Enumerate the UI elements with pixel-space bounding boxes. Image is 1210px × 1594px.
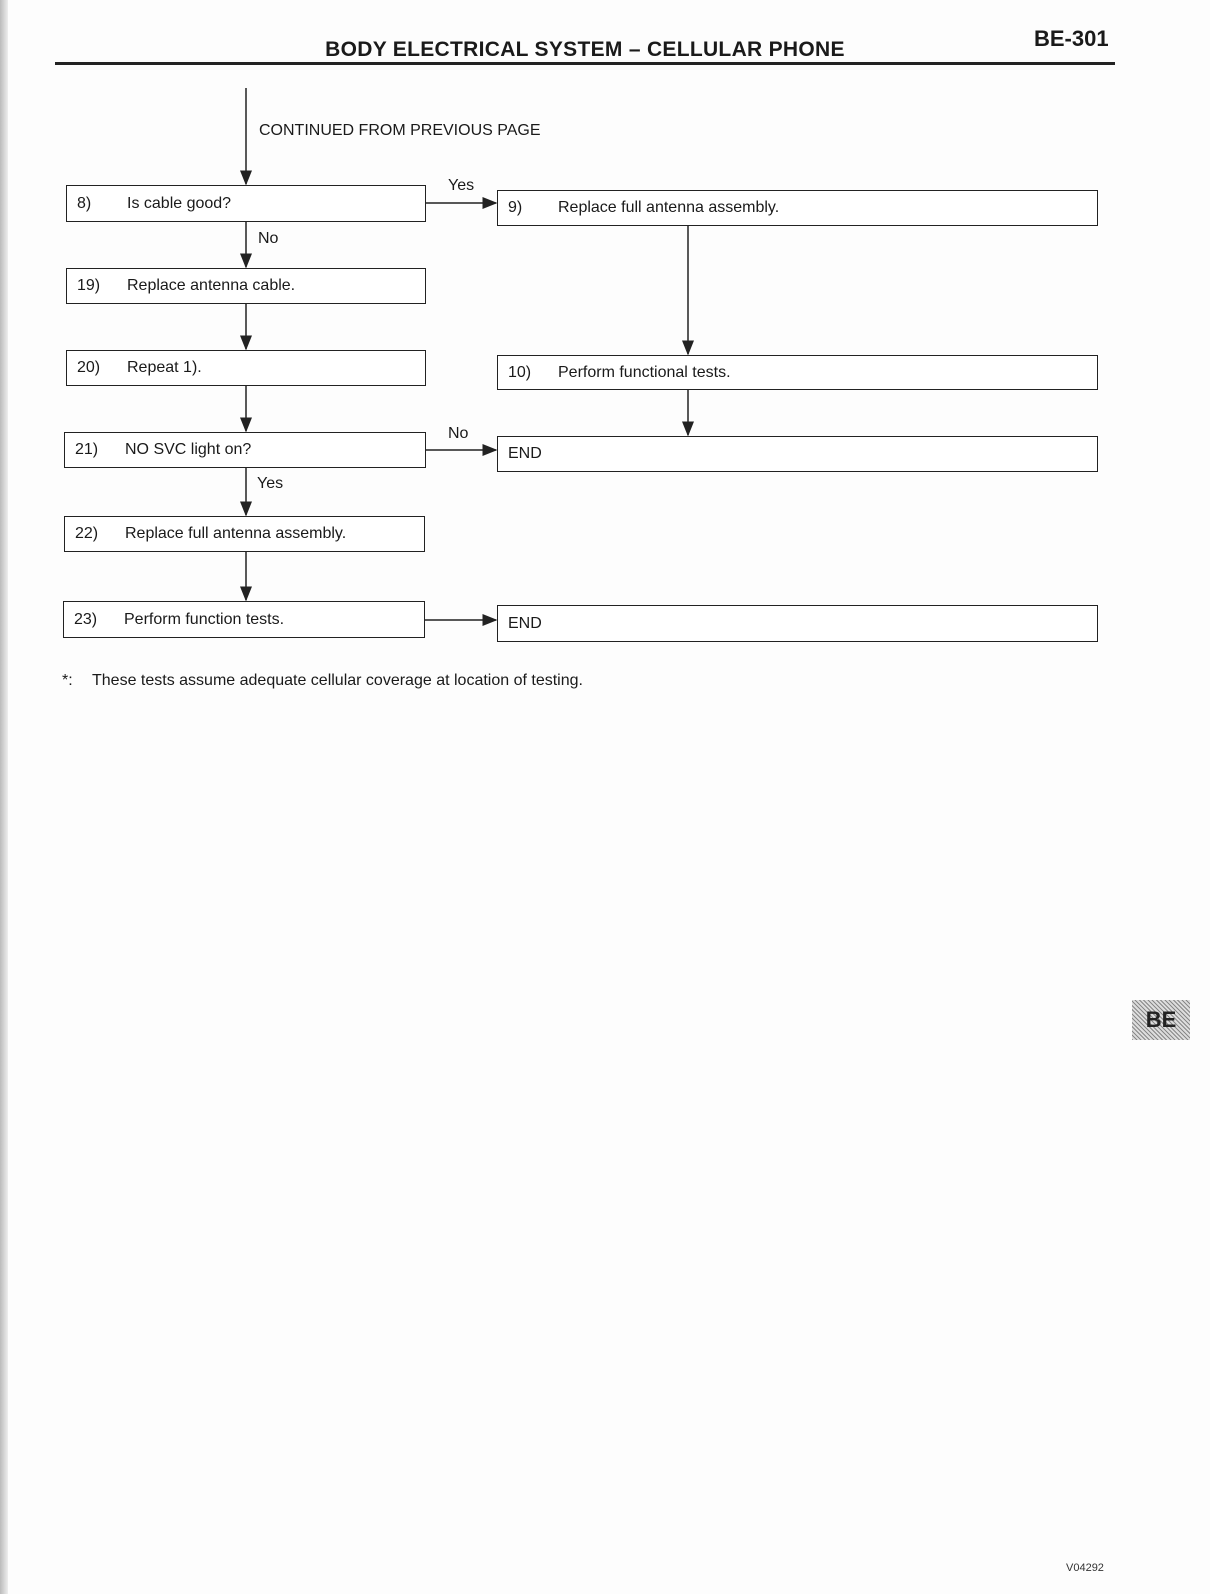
yes-label: Yes [257,475,284,492]
page-title: BODY ELECTRICAL SYSTEM – CELLULAR PHONE [325,38,845,61]
page-number: BE-301 [1034,26,1109,51]
step-number: 21) [75,441,99,458]
step-21-box [64,432,426,468]
step-8-box [66,185,426,222]
step-number: 20) [77,359,101,376]
step-number: 23) [74,610,98,628]
step-10-box [497,355,1098,390]
yes-label: Yes [448,177,475,194]
step-number: 10) [508,363,532,381]
step-19-box [66,268,426,304]
no-label: No [448,425,469,442]
step-number: 9) [508,199,523,216]
end-box-1 [497,436,1098,472]
step-text: END [508,614,542,632]
step-text: Repeat 1). [127,359,202,376]
figure-code: V04292 [1066,1562,1104,1574]
step-text: Is cable good? [127,194,232,212]
step-text: END [508,445,542,462]
step-text: NO SVC light on? [125,441,252,458]
footnote-text: These tests assume adequate cellular coverage at location of testing. [92,672,583,689]
step-9-box [497,190,1098,226]
step-text: Replace full antenna assembly. [558,199,780,216]
step-23-box [63,601,425,638]
step-22-box [64,516,425,552]
step-text: Perform function tests. [124,610,285,628]
step-number: 19) [77,277,101,294]
end-box-2 [497,605,1098,642]
continued-label: CONTINUED FROM PREVIOUS PAGE [259,122,541,139]
step-number: 8) [77,194,92,212]
step-number: 22) [75,525,99,542]
step-text: Perform functional tests. [558,363,731,381]
step-text: Replace antenna cable. [127,277,296,294]
step-text: Replace full antenna assembly. [125,525,347,542]
footnote [62,672,583,690]
footnote-mark: *: [62,672,73,689]
section-tab: BE [1132,1000,1190,1040]
no-label: No [258,230,279,247]
step-20-box [66,350,426,386]
